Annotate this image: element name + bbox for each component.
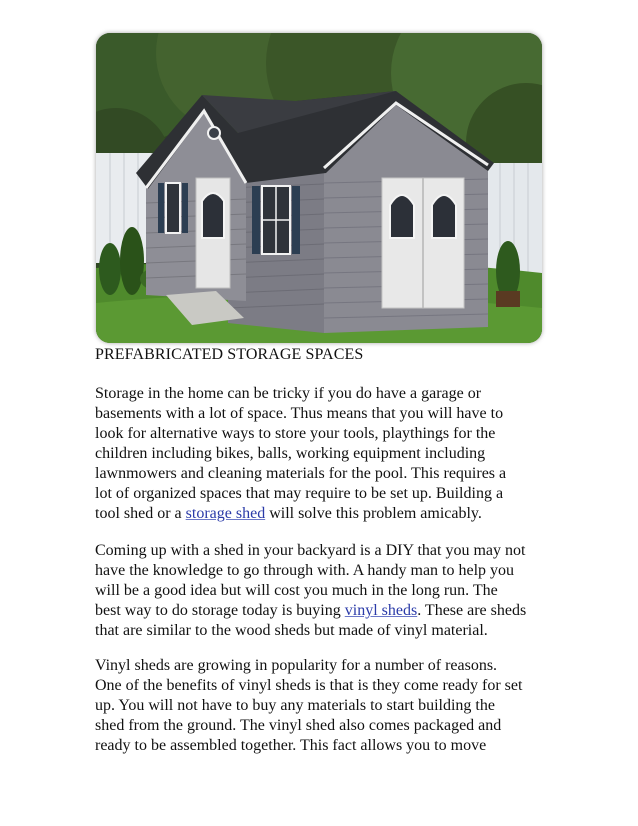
vinyl-sheds-link[interactable]: vinyl sheds: [344, 602, 418, 619]
paragraph-1-line-4: children including bikes, balls, working equipment including: [95, 445, 486, 462]
paragraph-3: [95, 656, 555, 756]
shed-illustration: [96, 33, 542, 343]
article-title: PREFABRICATED STORAGE SPACES: [95, 346, 364, 363]
paragraph-2-line-5: that are similar to the wood sheds but made of vinyl material.: [95, 622, 488, 639]
paragraph-2-line-4: [95, 601, 555, 621]
shed-photo: [96, 33, 542, 343]
paragraph-3-line-1: Vinyl sheds are growing in popularity for a number of reasons.: [95, 657, 498, 674]
paragraph-1-line-1: Storage in the home can be tricky if you do have a garage or: [95, 385, 482, 402]
paragraph-2-line-4-after: . These are sheds: [417, 602, 527, 619]
paragraph-3-line-4: shed from the ground. The vinyl shed also comes packaged and: [95, 717, 502, 734]
paragraph-1-line-3: look for alternative ways to store your tools, playthings for the: [95, 425, 496, 442]
paragraph-2: [95, 541, 555, 641]
storage-shed-link[interactable]: storage shed: [185, 505, 266, 522]
paragraph-1-line-6: lot of organized spaces that may require to be set up. Building a: [95, 485, 504, 502]
paragraph-1-line-7-after: will solve this problem amicably.: [265, 505, 482, 522]
paragraph-2-line-4-before: best way to do storage today is buying: [95, 602, 345, 619]
paragraph-1-line-7-before: tool shed or a: [95, 505, 186, 522]
paragraph-3-line-5: ready to be assembled together. This fact allows you to move: [95, 737, 487, 754]
paragraph-1-line-7: [95, 504, 555, 524]
paragraph-2-line-2: have the knowledge to go through with. A handy man to help you: [95, 562, 515, 579]
paragraph-3-line-2: One of the benefits of vinyl sheds is that is they come ready for set: [95, 677, 523, 694]
paragraph-1-line-2: basements with a lot of space. Thus means that you will have to: [95, 405, 504, 422]
paragraph-1: [95, 384, 555, 524]
paragraph-2-line-1: Coming up with a shed in your backyard is a DIY that you may not: [95, 542, 526, 559]
paragraph-1-line-5: lawnmowers and cleaning materials for the pool. This requires a: [95, 465, 507, 482]
paragraph-2-line-3: will be a good idea but will cost you much in the long run. The: [95, 582, 498, 599]
paragraph-3-line-3: up. You will not have to buy any materials to start building the: [95, 697, 495, 714]
